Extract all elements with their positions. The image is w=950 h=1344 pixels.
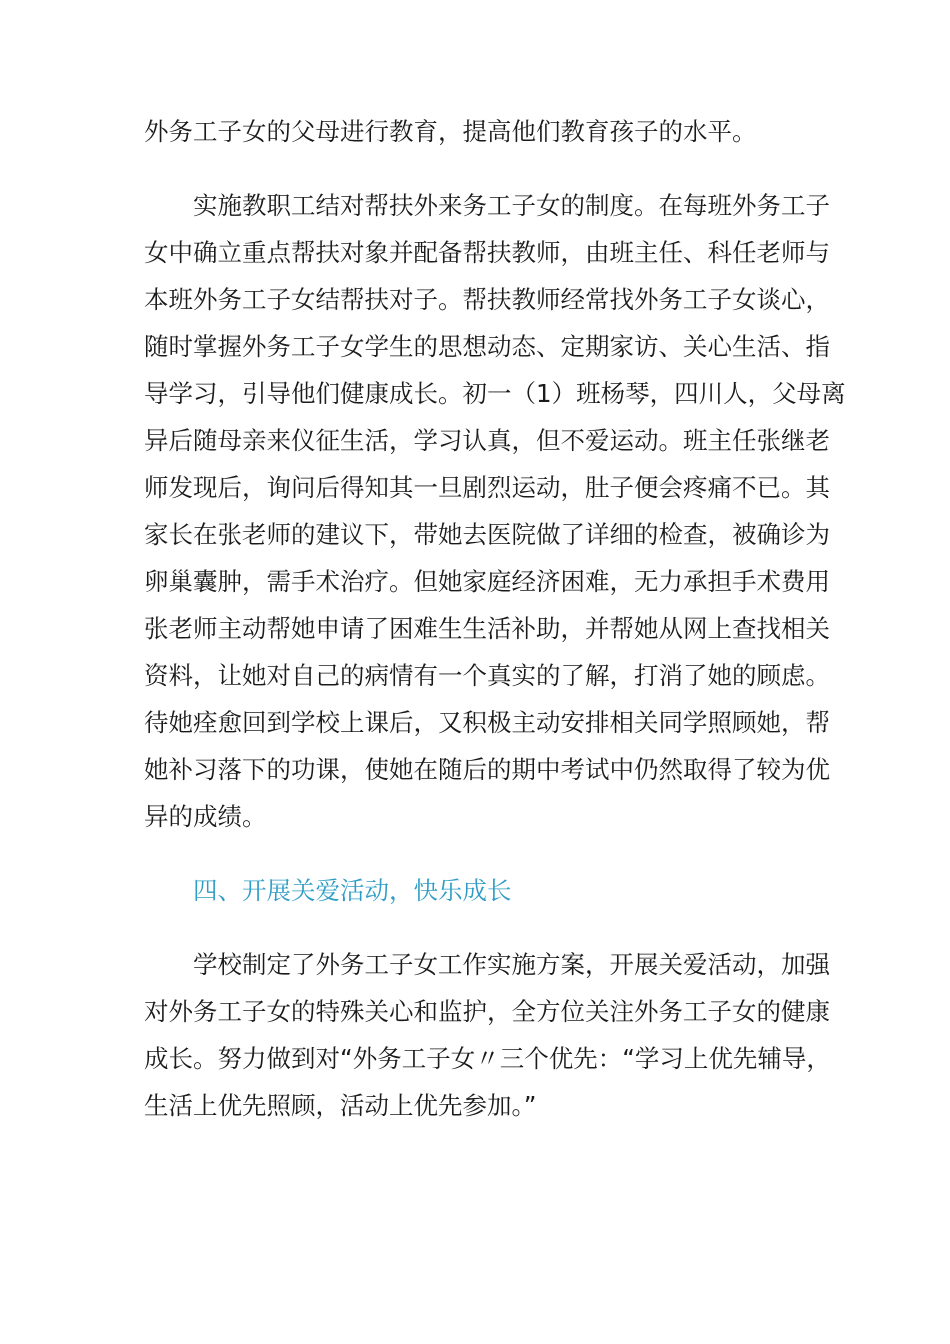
paragraph-2-line-8: 家长在张老师的建议下，带她去医院做了详细的检查，被确诊为 bbox=[144, 520, 830, 549]
paragraph-3-line-4: 生活上优先照顾，活动上优先参加。” bbox=[144, 1091, 537, 1120]
paragraph-3-line-2: 对外务工子女的特殊关心和监护，全方位关注外务工子女的健康 bbox=[144, 997, 830, 1026]
paragraph-2-line-9: 卵巢囊肿，需手术治疗。但她家庭经济困难，无力承担手术费用 bbox=[144, 567, 830, 596]
paragraph-2-line-2: 女中确立重点帮扶对象并配备帮扶教师，由班主任、科任老师与 bbox=[144, 238, 830, 267]
paragraph-3-line-1: 学校制定了外务工子女工作实施方案，开展关爱活动，加强 bbox=[193, 950, 830, 979]
paragraph-2-line-5: 导学习，引导他们健康成长。初一（1）班杨琴，四川人，父母离 bbox=[144, 379, 846, 408]
paragraph-2-line-13: 她补习落下的功课，使她在随后的期中考试中仍然取得了较为优 bbox=[144, 755, 830, 784]
paragraph-2-line-14: 异的成绩。 bbox=[144, 802, 267, 831]
paragraph-2-line-4: 随时掌握外务工子女学生的思想动态、定期家访、关心生活、指 bbox=[144, 332, 830, 361]
paragraph-2-line-1: 实施教职工结对帮扶外来务工子女的制度。在每班外务工子 bbox=[193, 191, 830, 220]
paragraph-1-line-1: 外务工子女的父母进行教育，提高他们教育孩子的水平。 bbox=[144, 117, 757, 146]
paragraph-2-line-10: 张老师主动帮她申请了困难生生活补助，并帮她从网上查找相关 bbox=[144, 614, 830, 643]
paragraph-2-line-3: 本班外务工子女结帮扶对子。帮扶教师经常找外务工子女谈心， bbox=[144, 285, 830, 314]
section-heading: 四、开展关爱活动，快乐成长 bbox=[193, 876, 512, 905]
paragraph-2-line-7: 师发现后，询问后得知其一旦剧烈运动，肚子便会疼痛不已。其 bbox=[144, 473, 830, 502]
paragraph-2-line-6: 异后随母亲来仪征生活，学习认真，但不爱运动。班主任张继老 bbox=[144, 426, 830, 455]
paragraph-2-line-12: 待她痊愈回到学校上课后，又积极主动安排相关同学照顾她，帮 bbox=[144, 708, 830, 737]
paragraph-3-line-3: 成长。努力做到对“外务工子女〃三个优先：“学习上优先辅导， bbox=[144, 1044, 831, 1073]
paragraph-2-line-11: 资料，让她对自己的病情有一个真实的了解，打消了她的顾虑。 bbox=[144, 661, 830, 690]
